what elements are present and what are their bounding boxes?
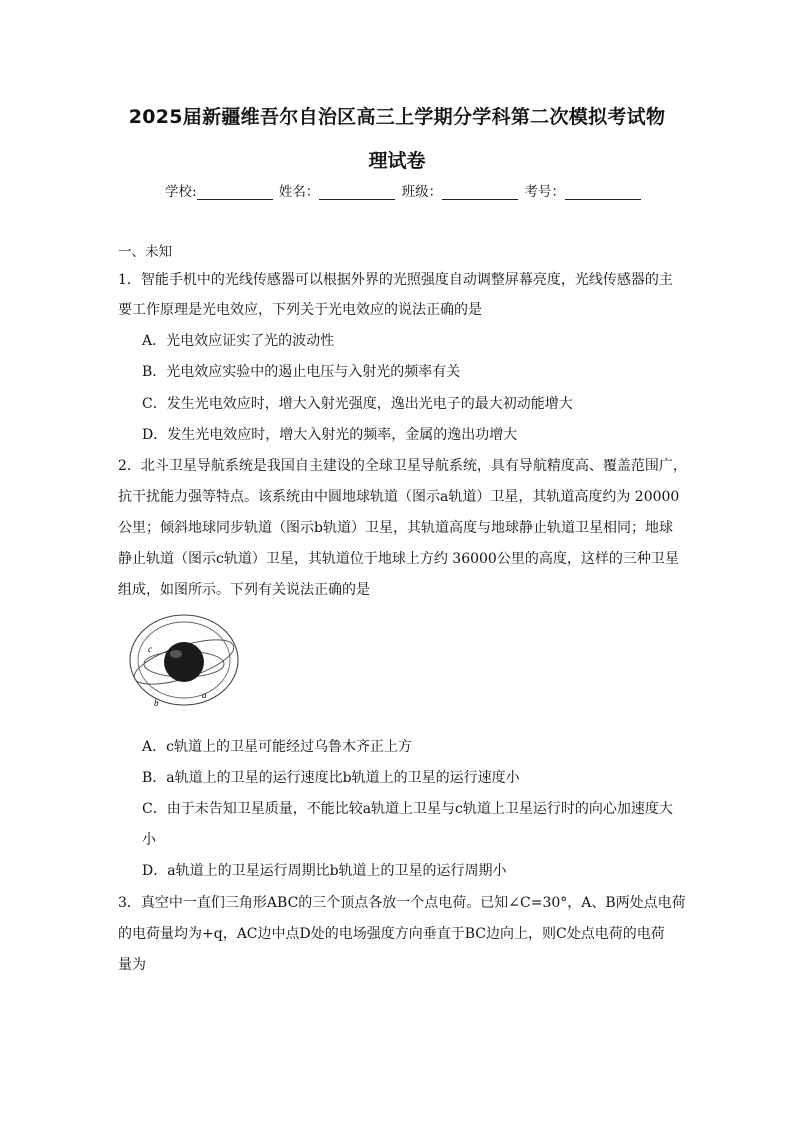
q1-stem-line1: 1．智能手机中的光线传感器可以根据外界的光照强度自动调整屏幕亮度，光线传感器的主 [118, 272, 673, 288]
q2-option-b: B．a轨道上的卫星的运行速度比b轨道上的卫星的运行速度小 [142, 770, 520, 786]
school-label: 学校: [165, 184, 197, 200]
q2-option-c: C．由于未告知卫星质量，不能比较a轨道上卫星与c轨道上卫星运行时的向心加速度大 [142, 801, 673, 817]
satellite-orbits-figure [128, 612, 242, 708]
q3-stem-line3: 量为 [118, 957, 146, 973]
name-blank[interactable] [319, 185, 395, 200]
q2-stem-line1: 2．北斗卫星导航系统是我国自主建设的全球卫星导航系统，具有导航精度高、覆盖范围广， [118, 458, 687, 474]
exam-title-line1: 2025届新疆维吾尔自治区高三上学期分学科第二次模拟考试物 [128, 106, 666, 128]
q2-option-a: A．c轨道上的卫星可能经过乌鲁木齐正上方 [142, 739, 412, 755]
orbit-c-label: c [148, 644, 152, 654]
q1-option-a: A．光电效应证实了光的波动性 [142, 333, 335, 349]
earth-highlight [170, 650, 182, 658]
exam-number-blank[interactable] [565, 185, 641, 200]
q2-stem-line2: 抗干扰能力强等特点。该系统由中圆地球轨道（图示a轨道）卫星，其轨道高度约为 20000 [118, 489, 680, 505]
orbit-b-label: b [154, 698, 159, 708]
q1-stem-line2: 要工作原理是光电效应，下列关于光电效应的说法正确的是 [118, 302, 482, 318]
class-blank[interactable] [442, 185, 518, 200]
section-heading: 一、未知 [118, 244, 172, 260]
q2-option-d: D．a轨道上的卫星运行周期比b轨道上的卫星的运行周期小 [142, 863, 507, 879]
q2-option-c-cont: 小 [142, 832, 156, 848]
name-label: 姓名： [278, 184, 320, 200]
earth-icon [164, 642, 204, 682]
exam-number-label: 考号： [524, 184, 565, 200]
q3-stem-line1: 3．真空中一直们三角形ABC的三个顶点各放一个点电荷。已知∠C=30°，A、B两处点电荷 [118, 895, 686, 911]
q2-stem-line3: 公里；倾斜地球同步轨道（图示b轨道）卫星，其轨道高度与地球静止轨道卫星相同；地球 [118, 520, 673, 536]
orbit-a-label: a [202, 690, 207, 700]
q3-stem-line2: 的电荷量均为+q，AC边中点D处的电场强度方向垂直于BC边向上，则C处点电荷的电荷 [118, 926, 665, 942]
student-info-line [165, 180, 643, 200]
exam-title-line2: 理试卷 [368, 150, 426, 172]
q1-option-b: B．光电效应实验中的遏止电压与入射光的频率有关 [142, 364, 461, 380]
school-blank[interactable] [197, 185, 273, 200]
q1-option-d: D．发生光电效应时，增大入射光的频率，金属的逸出功增大 [142, 427, 518, 443]
q2-stem-line5: 组成，如图所示。下列有关说法正确的是 [118, 582, 370, 598]
class-label: 班级： [401, 184, 443, 200]
q2-stem-line4: 静止轨道（图示c轨道）卫星，其轨道位于地球上方约 36000公里的高度，这样的三种卫星 [118, 551, 679, 567]
q1-option-c: C．发生光电效应时，增大入射光强度，逸出光电子的最大初动能增大 [142, 396, 573, 412]
